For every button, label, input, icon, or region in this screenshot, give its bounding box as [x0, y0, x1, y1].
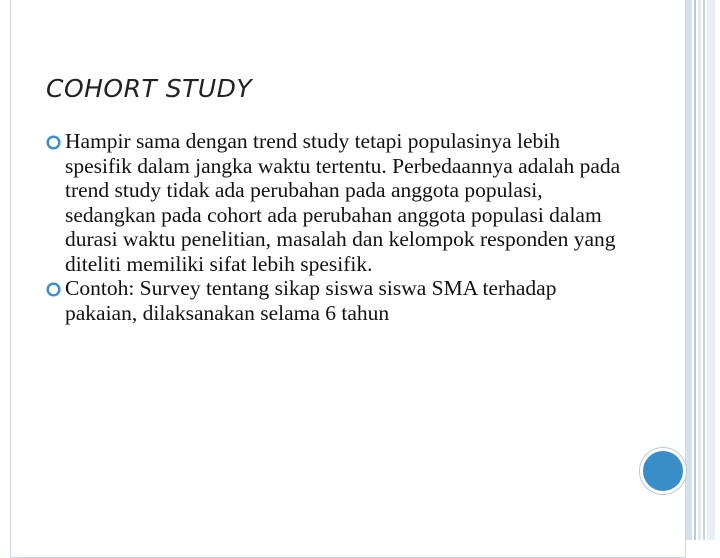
decorative-stripe: [698, 0, 701, 540]
bullet-list: [46, 129, 626, 325]
bullet-circle-icon: [46, 135, 61, 150]
decorative-circle: [640, 448, 686, 494]
bullet-circle-icon: [46, 282, 61, 297]
bullet-item-2: [46, 276, 626, 325]
bullet-text: Hampir sama dengan trend study tetapi populasinya lebih spesifik dalam jangka waktu tertentu. Perbedaannya adalah pada trend study tidak ada perubahan pada anggota populasi, sedangkan pada cohort ada perubahan anggota populasi dalam durasi waktu penelitian, masalah dan kelompok responden yang diteliti memiliki sifat lebih spesifik.: [65, 129, 621, 276]
decorative-stripe: [694, 0, 696, 540]
decorative-stripe: [703, 0, 705, 540]
slide-title: COHORT STUDY: [46, 74, 253, 103]
decorative-stripe: [707, 0, 715, 540]
bullet-item-1: [46, 129, 626, 276]
bullet-text: Contoh: Survey tentang sikap siswa siswa SMA terhadap pakaian, dilaksanakan selama 6 tahun: [65, 276, 557, 325]
decorative-stripe: [686, 0, 692, 540]
